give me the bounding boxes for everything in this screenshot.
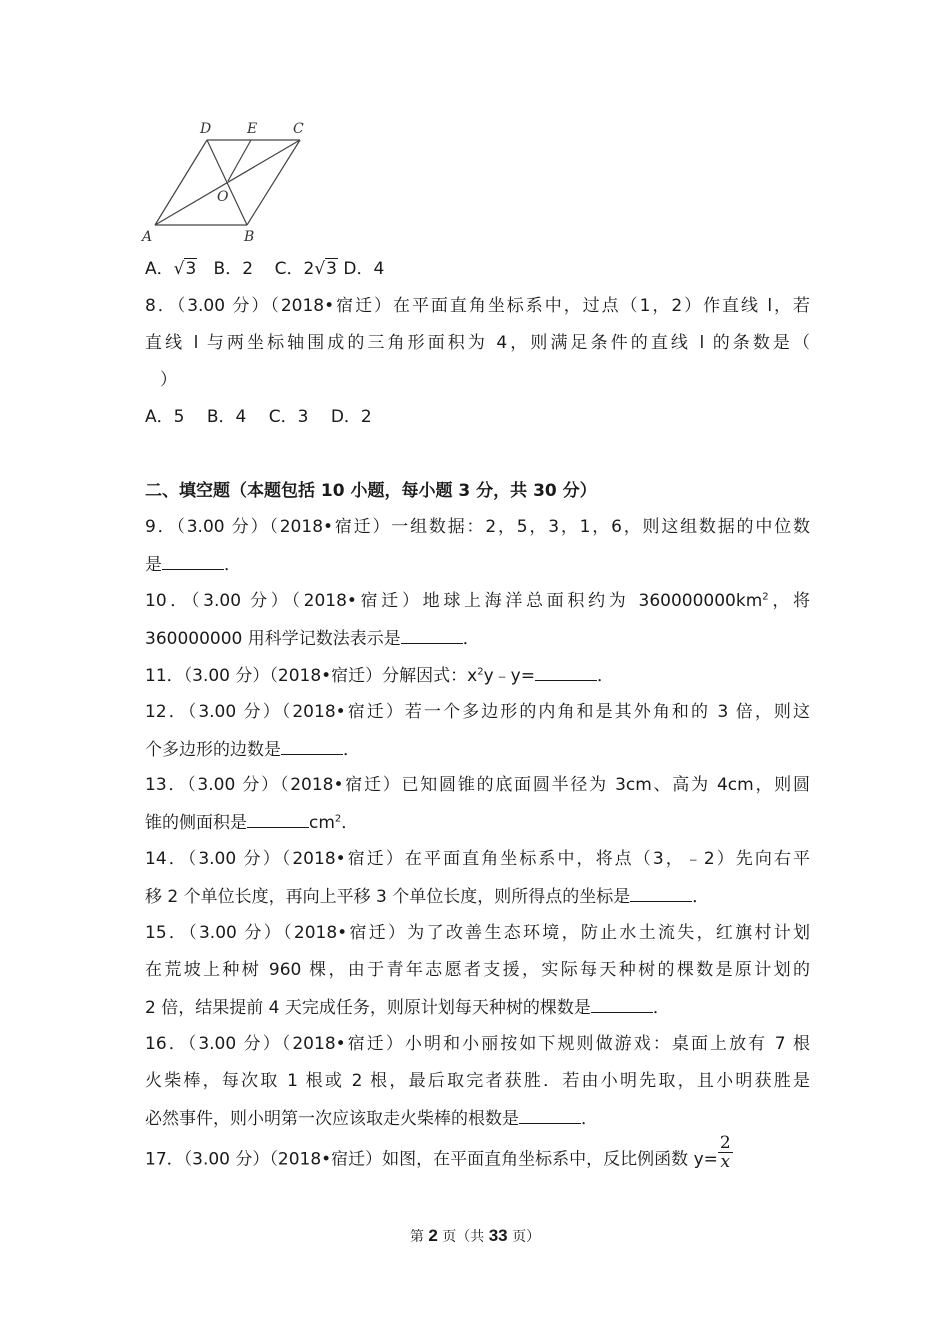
q13-line2: 锥的侧面积是 $cm^2$． — [145, 813, 359, 833]
answer-blank — [519, 1107, 581, 1124]
label-e: E — [247, 121, 258, 137]
q13-line1: 13．（3.00 分）（2018•宿迁）已知圆锥的底面圆半径为 3cm、高为 4cm，则圆 — [145, 775, 810, 795]
q14-line1: 14．（3.00 分）（2018•宿迁）在平面直角坐标系中，将点（3，﹣2）先向右平 — [145, 849, 810, 869]
answer-blank — [162, 553, 224, 570]
answer-blank — [247, 811, 309, 828]
q12-line1: 12．（3.00 分）（2018•宿迁）若一个多边形的内角和是其外角和的 3 倍，则这 — [145, 702, 810, 722]
label-b: B — [244, 229, 255, 245]
current-page-number: 2 — [428, 1226, 438, 1245]
parallelogram-figure — [140, 115, 320, 245]
q9-line1: 9．（3.00 分）（2018•宿迁）一组数据：2，5，3，1，6，则这组数据的中位数 — [145, 517, 810, 537]
q8-line2: 直线 l 与两坐标轴围成的三角形面积为 4，则满足条件的直线 l 的条数是（ — [145, 333, 810, 353]
q15-line1: 15．（3.00 分）（2018•宿迁）为了改善生态环境，防止水土流失，红旗村计划 — [145, 923, 810, 943]
fraction-2-over-x: $\frac{2}{x}$ — [719, 1133, 731, 1172]
diagonal-bd — [207, 140, 247, 225]
q10-line2: 360000000 用科学记数法表示是 ． — [145, 629, 480, 649]
total-pages: 33 — [488, 1226, 508, 1245]
q8-line3: ） — [160, 370, 177, 390]
q15-line2: 在荒坡上种树 960 棵，由于青年志愿者支援，实际每天种树的棵数是原计划的 — [145, 960, 810, 980]
page-footer: 第 2 页（共 33 页） — [409, 1226, 541, 1245]
segment-da — [155, 140, 207, 225]
q8-options: A．5 B．4 C．3 D．2 — [145, 407, 372, 427]
answer-blank — [401, 627, 463, 644]
q8-line1: 8．（3.00 分）（2018•宿迁）在平面直角坐标系中，过点（1，2）作直线 l，若 — [145, 296, 810, 316]
q11-line: 11．（3.00 分）（2018•宿迁）分解因式：$x^2y﹣y=$ ． — [145, 666, 614, 686]
q17-line1: 17．（3.00 分）（2018•宿迁）如图，在平面直角坐标系中，反比例函数 y= $\frac{2}{x}$ — [145, 1133, 731, 1172]
label-d: D — [200, 121, 212, 137]
q7-options: A．√3 B．2 C．2√3 D．4 — [145, 259, 385, 279]
q12-line2: 个多边形的边数是 ． — [145, 740, 360, 760]
section-heading: 二、填空题（本题包括 10 小题，每小题 3 分，共 30 分） — [145, 481, 597, 501]
answer-blank — [630, 885, 692, 902]
label-a: A — [142, 229, 153, 245]
answer-blank — [281, 738, 343, 755]
q14-line2: 移 2 个单位长度，再向上平移 3 个单位长度，则所得点的坐标是 ． — [145, 887, 710, 907]
q16-line3: 必然事件，则小明第一次应该取走火柴棒的根数是 ． — [145, 1109, 598, 1129]
answer-blank — [591, 996, 653, 1013]
answer-blank — [535, 664, 597, 681]
q15-line3: 2 倍，结果提前 4 天完成任务，则原计划每天种树的棵数是 ． — [145, 998, 670, 1018]
label-c: C — [293, 121, 304, 137]
q9-line2: 是 ． — [145, 555, 241, 575]
q16-line2: 火柴棒，每次取 1 根或 2 根，最后取完者获胜．若由小明先取，且小明获胜是 — [145, 1071, 810, 1091]
segment-bc — [247, 140, 300, 225]
q10-line1: 10．（3.00 分）（2018•宿迁）地球上海洋总面积约为 $360000000km^2$，将 — [145, 591, 810, 611]
label-o: O — [217, 189, 229, 205]
q16-line1: 16．（3.00 分）（2018•宿迁）小明和小丽按如下规则做游戏：桌面上放有 7 根 — [145, 1034, 810, 1054]
